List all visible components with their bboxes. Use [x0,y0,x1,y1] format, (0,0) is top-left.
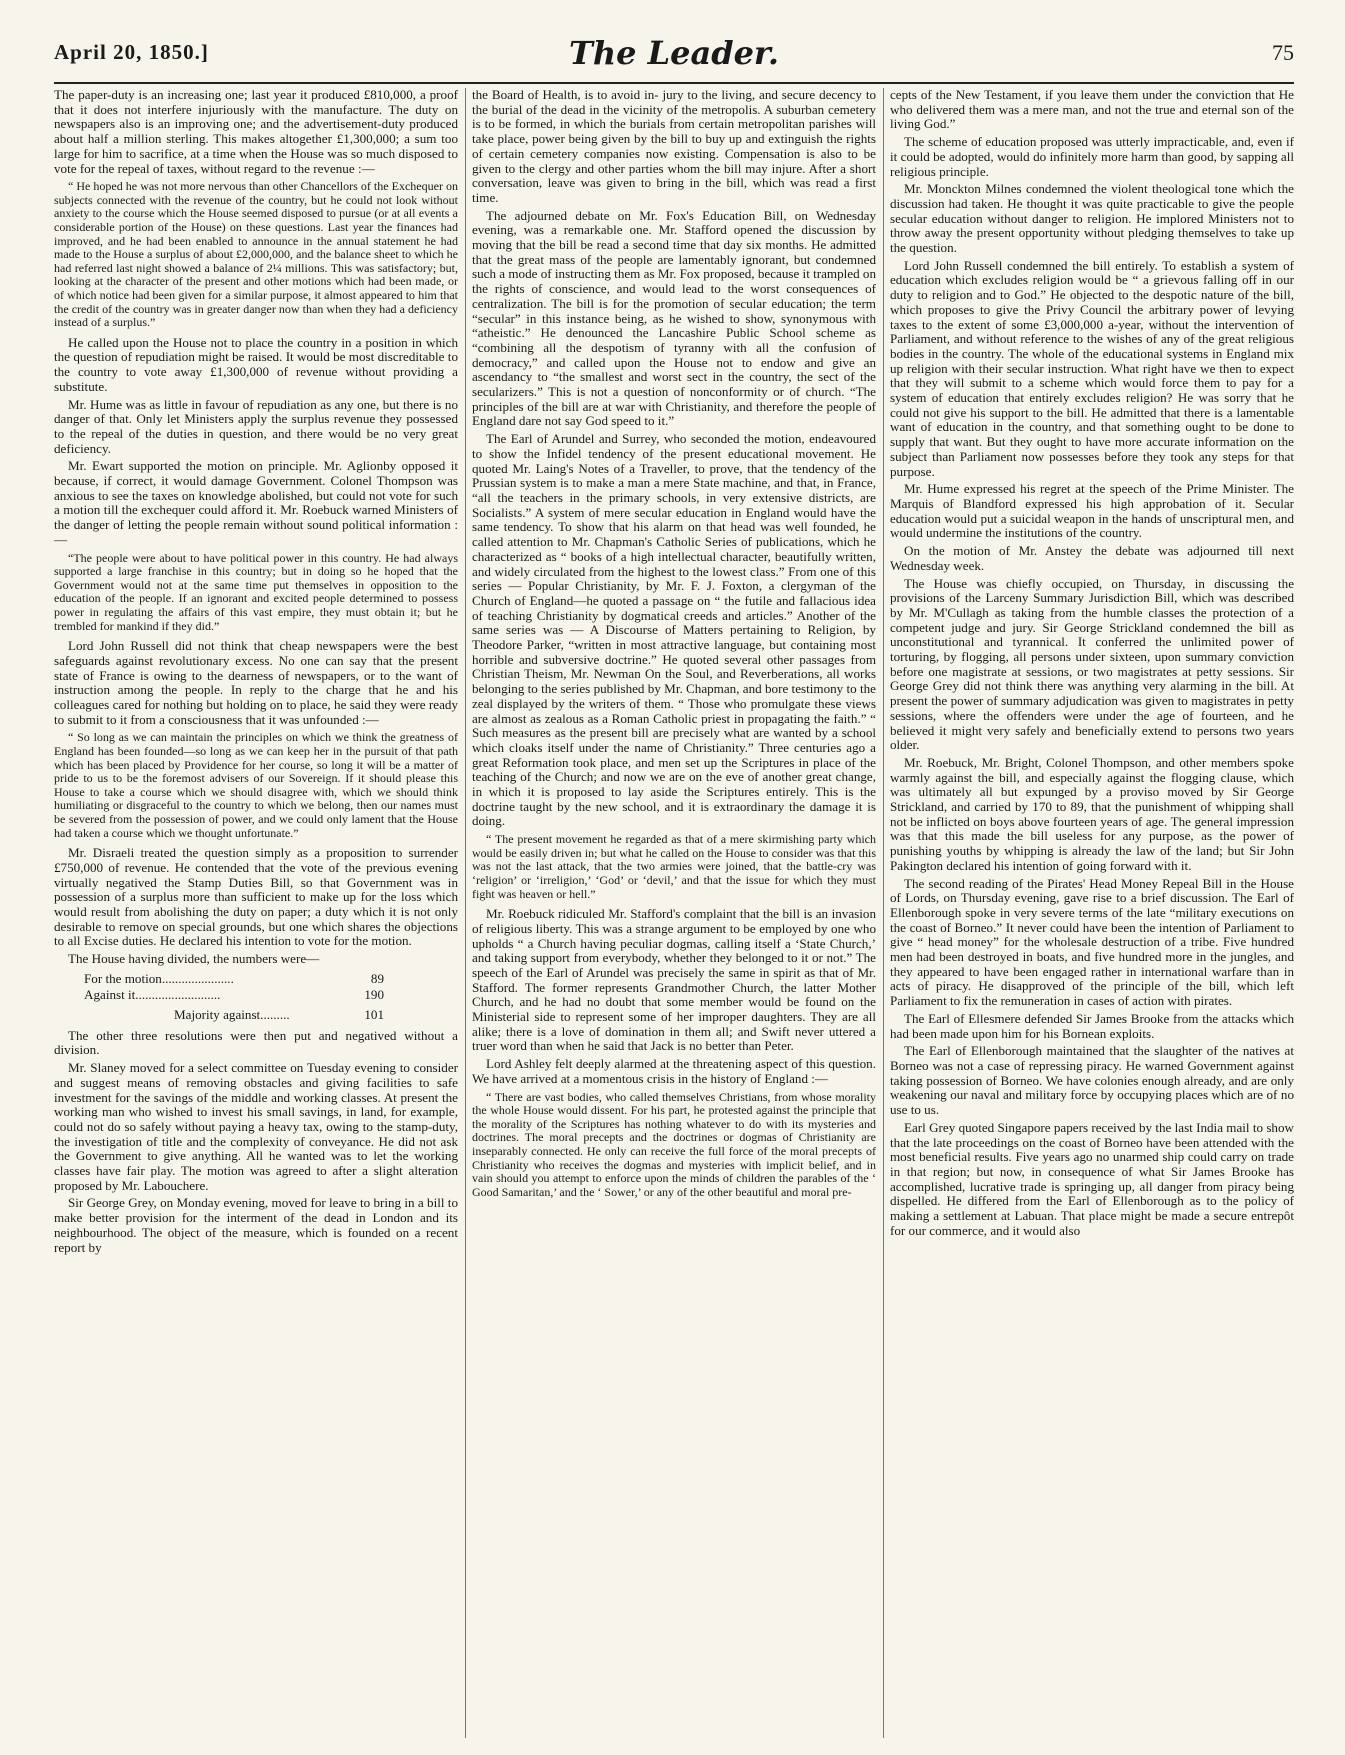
masthead [54,30,1294,76]
paragraph: The Earl of Ellesmere defended Sir James Brooke from the attacks which had been made upon him for his Bornean exploits. [890,1010,1294,1041]
paragraph: The scheme of education proposed was utterly impracticable, and, even if it could be adopted, would do infinitely more harm than good, by sapping all religious principle. [890,134,1294,179]
paragraph: The House having divided, the numbers were— [68,951,320,967]
paragraph: Mr. Hume was as little in favour of repudiation as any one, but there is no danger of that. Only let Ministers apply the surplus revenue they possessed to the repeal of the duties in question, and there would be no very great deficiency. [54,396,458,456]
paragraph: Mr. Roebuck, Mr. Bright, Colonel Thompson, and other members spoke warmly against the bill, and especially against the flogging clause, which was ultimately all but expunged by a proviso moved by Sir George Strickland, and carried by 170 to 89, that the punishment of whipping shall not be inflicted on boys above fourteen years of age. The general impression was that this made the bill useless for any purpose, as the power of punishing youths by whipping is already the law of the land; but Sir John Pakington declared his intention of going forward with it. [890,754,1294,873]
paragraph: Mr. Ewart supported the motion on principle. Mr. Aglionby opposed it because, if correct, it would damage Government. Colonel Thompson was anxious to see the taxes on knowledge abolished, but could not vote for such a motion till the exchequer could afford it. Mr. Roebuck warned Ministers of the danger of letting the people remain without sound political information :— [54,458,458,547]
paragraph: Lord John Russell did not think that cheap newspapers were the best safeguards against revolutionary excess. No one can say that the present state of France is owing to the dearness of newspapers, or to the want of instruction among the people. In reply to the charge that he and his colleagues cared for nothing but holding on to place, he said they were ready to submit to it from a consciousness that it was unfounded :— [54,638,458,727]
paragraph: cepts of the New Testament, if you leave them under the conviction that He who delivered them was a mere man, and not the true and eternal son of the living God.” [890,88,1294,132]
paragraph: The other three resolutions were then put and negatived without a division. [54,1027,458,1058]
paragraph: Mr. Hume expressed his regret at the speech of the Prime Minister. The Marquis of Blandford expressed his high approbation of it. Secular education would put a suicidal weapon in the hands of unscriptural men, and would undermine the institutions of the country. [890,481,1294,541]
paragraph: The adjourned debate on Mr. Fox's Education Bill, on Wednesday evening, was a remarkable one. Mr. Stafford opened the discussion by moving that the bill be read a second time that day six months. He admitted that the great mass of the people are lamentably ignorant, but condemned such a mode of instructing them as Mr. Fox proposed, because it trampled on the rights of conscience, and would lead to the worst consequences of centralization. The bill is for the promotion of secular education; the term “secular” in this instance being, as he wished to show, synonymous with “atheistic.” He denounced the Lancashire Public School scheme as “combining all the despotism of tyranny with all the confusion of democracy,” and called upon the House not to endow and give an ascendancy to “the smallest and worst sect in the country, the sect of the secularizers.” This is not a question of nonconformity or of church. “The principles of the bill are at war with Christianity, and therefore the people of England dare not say God speed to it.” [472,207,876,429]
division-row-against [84,987,384,1003]
paragraph: Mr. Slaney moved for a select committee on Tuesday evening to consider and suggest means of removing obstacles and giving facilities to safe investment for the savings of the middle and working classes. At present the working man who wished to invest his small savings, in land, for example, could not do so safely without paying a heavy tax, owing to the stamp-duty, the investigation of title and the complexity of conveyance. He did not ask the Government to give anything. All he wanted was to let the working classes have fair play. The motion was agreed to after a slight alteration proposed by Mr. Labouchere. [54,1060,458,1193]
paragraph: The paper-duty is an increasing one; last year it produced £810,000, a proof that it does not interfere injuriously with the manufacture. The duty on newspapers also is an improving one; and the advertisement-duty produced about half a million sterling. This makes altogether £1,300,000; a sum too large for him to sacrifice, at a time when the House was so much disposed to vote for the repeal of taxes, without regard to the revenue :— [54,88,458,176]
division-value: 89 [370,970,384,986]
paragraph: Earl Grey quoted Singapore papers received by the last India mail to show that the late proceedings on the coast of Borneo have been attended with the most beneficial results. Five years ago no unarmed ship could carry on trade in that region; but now, in consequence of what Sir James Brooke has accomplished, lucrative trade is springing up, all danger from piracy being dispelled. He differed from the Earl of Ellenborough as to the policy of making a settlement at Labuan. That place might be made a secure entrepôt for our commerce, and it would also [890,1119,1294,1238]
column-1 [54,88,458,1738]
paragraph: Mr. Roebuck ridiculed Mr. Stafford's complaint that the bill is an invasion of religious liberty. This was a strange argument to be employed by one who upholds “ a Church having peculiar dogmas, calling itself a ‘State Church,’ and taking support from everybody, whether they belonged to it or not.” The speech of the Earl of Arundel was precisely the same in spirit as that of Mr. Stafford. The former represents Grandmother Church, the latter Mother Church, and he had no doubt that some member would be found on the Ministerial side to represent some of her improper daughters. They are all alike; there is a love of domination in them all; and Swift never uttered a truer word than when he said that Jack is no better than Peter. [472,906,876,1054]
paragraph: The Earl of Ellenborough maintained that the slaughter of the natives at Borneo was not a case of repressing piracy. He warned Government against taking possession of Borneo. We have colonies enough already, and are only weakening our naval and military force by occupying places which are of no use to us. [890,1043,1294,1118]
paragraph: The Earl of Arundel and Surrey, who seconded the motion, endeavoured to show the Infidel tendency of the present educational movement. He quoted Mr. Laing's Notes of a Traveller, to prove, that the tendency of the Prussian system is to make a man a mere State machine, and that, in France, “all the teachers in the primary schools, in very extensive districts, are Socialists.” A system of mere secular education in England would have the same tendency. To show that his alarm on that head was well founded, he called attention to Mr. Chapman's Catholic Series of publications, which he characterized as “ books of a high intellectual character, beautifully written, and widely circulated from the highest to the lowest class.” From one of this series — Popular Christianity, by Mr. F. J. Foxton, a clergyman of the Church of England—he quoted a passage on “ the futile and fallacious idea of teaching Christianity by dogmatical creeds and articles.” Another of the same series was — A Discourse of Matters pertaining to Religion, by Theodore Parker, “written in most attractive language, but containing most horrible and subversive doctrine.” He quoted several other passages from Christian Theism, Mr. Newman On the Soul, and Reverberations, all works belonging to the series published by Mr. Chapman, and bore testimony to the zeal displayed by the writers of them. “ Those who promulgate these views are almost as zealous as a Roman Catholic priest in propagating the faith.” “ Such measures as the present bill are precisely what are wanted by a school which cloaks itself under the name of Christianity.” Three centuries ago a great Reformation took place, and men set up the Scriptures in place of the teaching of the Church; and now we are on the eve of another great change, in which it is proposed to lay aside the Scriptures entirely. This is the doctrine taught by the new school, and it is extraordinary the damage it is doing. [472,431,876,829]
quotation: “ There are vast bodies, who called themselves Christians, from whose morality the whole House would dissent. For his part, he protested against the principle that the morality of the Scriptures has nothing whatever to do with its mysteries and doctrines. The moral precepts and the doctrines or dogmas of Christianity are inseparably connected. He only can receive the full force of the moral precepts of Christianity who receives the dogmas and mysteries with implicit belief, and in vain should you attempt to enforce upon the minds of children the parables of the ‘ Good Samaritan,’ and the ‘ Sower,’ or any of the other beautiful and moral pre- [472,1089,876,1199]
quotation: “ So long as we can maintain the principles on which we think the greatness of England has been founded—so long as we can keep her in the pursuit of that path which has been placed by Providence for her course, so long it will be a matter of pride to us to be the foremost advisers of our Sovereign. If it should please this House to take a course which we should disagree with, which we should think humiliating or disgraceful to the country to which we belong, then our names must be severed from the possession of power, and we could only lament that the House had taken a course which we thought unfortunate.” [54,730,458,840]
quotation: “The people were about to have political power in this country. He had always supported a large franchise in this country; but in doing so he hoped that the Government would not at the same time put themselves in opposition to the education of the people. If an ignorant and excited people determined to possess power in regulating the affairs of this vast empire, they must obtain it; but he trembled for mankind if they did.” [54,550,458,633]
paragraph: Sir George Grey, on Monday evening, moved for leave to bring in a bill to make better provision for the interment of the dead in London and its neighbourhood. The object of the measure, which is founded on a recent report by [54,1195,458,1255]
division-table [54,971,458,1023]
division-label: Against it.......................... [84,986,221,1002]
division-row-for [84,971,384,987]
paragraph: He called upon the House not to place the country in a position in which the question of repudiation might be raised. It would be most discreditable to the country to vote away £1,300,000 of revenue without providing a substitute. [54,334,458,394]
paragraph: Mr. Monckton Milnes condemned the violent theological tone which the discussion had taken. He thought it was quite practicable to give the people secular education without danger to religion. He implored Ministers not to throw away the present opportunity without pledging themselves to take up the question. [890,181,1294,256]
paragraph: Lord Ashley felt deeply alarmed at the threatening aspect of this question. We have arrived at a momentous crisis in the history of England :— [472,1056,876,1086]
column-divider [465,88,466,1738]
article-columns [54,88,1294,1738]
quotation: “ He hoped he was not more nervous than other Chancellors of the Exchequer on subjects connected with the revenue of the country, but he could not look without anxiety to the course which the House seemed disposed to pursue (or at all events a considerable portion of the House) on these questions. Last year the finances had improved, and he had been enabled to announce in the annual statement he had made to the House a surplus of about £2,000,000, and the balance sheet to which he had referred last night showed a balance of 2¼ millions. This was satisfactory; but, looking at the character of the present and other motions which had been made, or of which notice had been given for a similar purpose, it almost appeared to him that the credit of the country was in greater danger now than when they had a deficiency instead of a surplus.” [54,179,458,330]
paragraph: The House was chiefly occupied, on Thursday, in discussing the provisions of the Larceny Summary Jurisdiction Bill, which was described by Mr. M'Cullagh as taking from the humble classes the protection of a competent judge and jury. Sir George Strickland condemned the bill as unconstitutional and tyrannical. It conferred the unlimited power of torturing, by flogging, all persons under sixteen, upon summary conviction before one magistrate at sessions, or two magistrates at petty sessions. Sir George Grey did not think there was anything very alarming in the bill. At present the power of summary adjudication was given to magistrates in petty sessions, where the offenders were under the age of fourteen, and he believed it might very safely and beneficially extend to persons two years older. [890,575,1294,753]
division-label: Majority against......... [174,1006,290,1022]
paragraph: Mr. Disraeli treated the question simply as a proposition to surrender £750,000 of revenue. He contended that the vote of the previous evening virtually negatived the Stamp Duties Bill, so that Government was in possession of a surplus more than sufficient to make up for the loss which would result from abolishing the duty on paper; a duty which it is not only desirable to remove on special grounds, but one which shares the objections to all Excise duties. He declared his intention to vote for the motion. [54,845,458,949]
newspaper-title: The Leader. [569,34,779,72]
paragraph: the Board of Health, is to avoid in- jury to the living, and secure decency to the burial of the dead in the vicinity of the metropolis. A suburban cemetery is to be formed, in which the burials from certain metropolitan parishes will take place, power being given by the bill to buy up and extinguish the rights of certain cemetery companies now existing. Compensation is also to be given to the clergy and other parties whom the bill may injure. After a short conversation, leave was given to bring in the bill, which was read a first time. [472,88,876,205]
division-row-majority [174,1007,384,1023]
paragraph: On the motion of Mr. Anstey the debate was adjourned till next Wednesday week. [890,543,1294,573]
paragraph: Lord John Russell condemned the bill entirely. To establish a system of education which excludes religion would be “ a grievous falling off in our duty to religion and to God.” He objected to the despotic nature of the bill, which proposes to give the Privy Council the arbitrary power of levying taxes to the extent of some £3,000,000 a-year, without the intervention of Parliament, and without reference to the wishes of any of the great religious bodies in the country. The whole of the educational systems in England mix up religion with their secular instruction. What right have we then to expect that they will submit to a scheme which would force them to pay for a system of education that entirely excludes religion? He was sorry that he could not give his support to the bill. He admitted that there is a lamentable want of education in the country, and that something ought to be done to supply that want. But they ought to have more accurate information on the subject than Parliament now possesses before they took any steps for that purpose. [890,257,1294,479]
division-value: 190 [364,986,384,1002]
column-2 [472,88,876,1738]
paragraph: The second reading of the Pirates' Head Money Repeal Bill in the House of Lords, on Thursday evening, gave rise to a brief discussion. The Earl of Ellenborough spoke in very severe terms of the late “military executions on the coast of Borneo.” It never could have been the intention of Parliament to give “ head money” for the wholesale destruction of a tribe. Five hundred men had been destroyed in boats, and five hundred more in the jungles, and they appeared to have been engaged rather in international warfare than in acts of piracy. He disapproved of the principle of the bill, which left Parliament to fix the remuneration in cases of action with pirates. [890,875,1294,1009]
quotation: “ The present movement he regarded as that of a mere skirmishing party which would be easily driven in; but what he called on the House to consider was that this was not the last attack, that the two armies were joined, that the battle-cry was ‘religion’ or ‘irreligion,’ ‘God’ or ‘devil,’ and that the issue for which they must fight was heaven or hell.” [472,832,876,901]
division-label: For the motion...................... [84,970,234,986]
header-rule [54,82,1294,84]
column-3 [890,88,1294,1738]
column-divider [883,88,884,1738]
division-value: 101 [364,1006,384,1022]
issue-date: April 20, 1850.] [54,40,209,64]
page-number: 75 [1272,40,1294,65]
